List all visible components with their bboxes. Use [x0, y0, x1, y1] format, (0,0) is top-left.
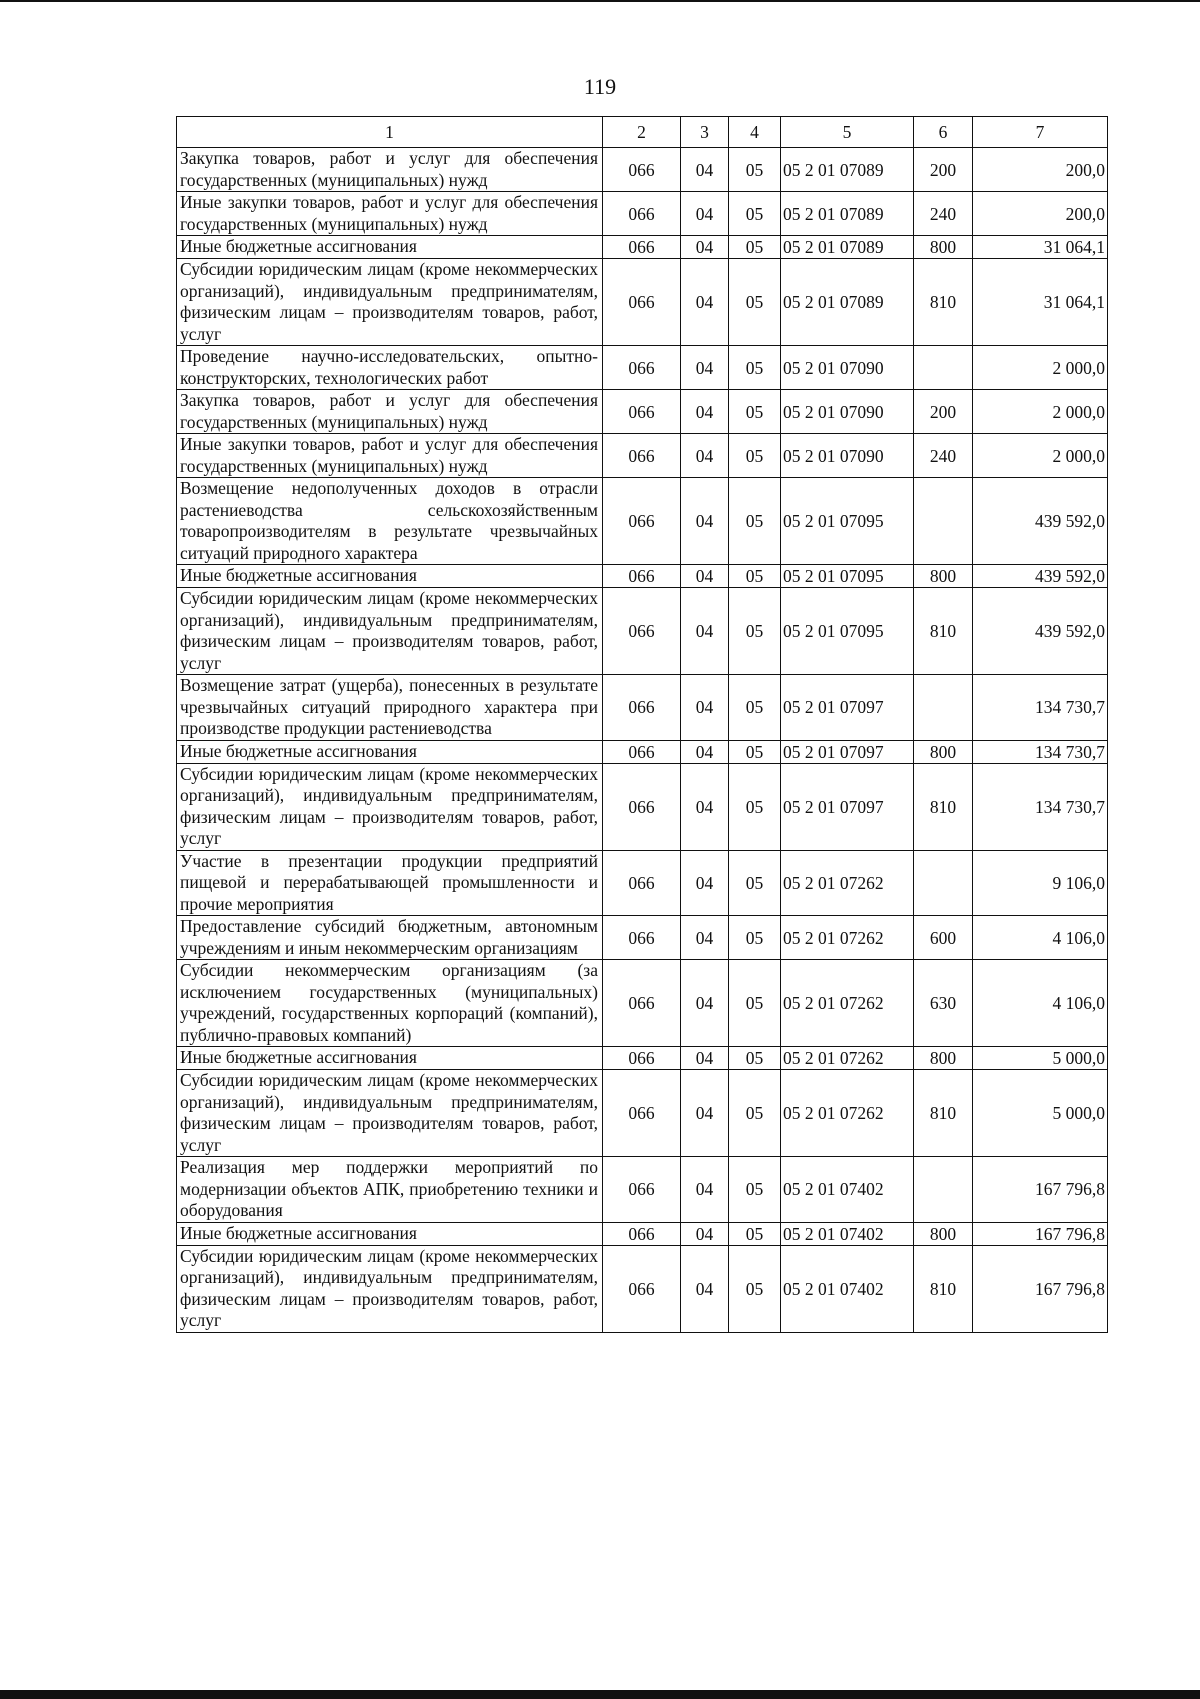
cell-amount: 9 106,0	[973, 850, 1108, 916]
cell-amount: 134 730,7	[973, 675, 1108, 741]
cell-expense-type: 810	[914, 1245, 973, 1332]
bottom-border-line	[0, 1690, 1200, 1699]
table-header	[177, 117, 1108, 148]
cell-section: 04	[681, 259, 729, 346]
cell-ministry-code: 066	[603, 763, 681, 850]
cell-ministry-code: 066	[603, 478, 681, 565]
table-row	[177, 236, 1108, 259]
cell-subsection: 05	[729, 236, 781, 259]
cell-subsection: 05	[729, 148, 781, 192]
cell-amount: 2 000,0	[973, 346, 1108, 390]
row-name: Субсидии юридическим лицам (кроме некоммерческих организаций), индивидуальным предпринимателям, физическим лицам – производителям товаров, работ, услуг	[177, 588, 603, 675]
cell-target-article: 05 2 01 07402	[781, 1245, 914, 1332]
cell-ministry-code: 066	[603, 1070, 681, 1157]
cell-target-article: 05 2 01 07090	[781, 346, 914, 390]
cell-subsection: 05	[729, 434, 781, 478]
cell-ministry-code: 066	[603, 675, 681, 741]
cell-subsection: 05	[729, 1157, 781, 1223]
cell-subsection: 05	[729, 259, 781, 346]
cell-expense-type	[914, 478, 973, 565]
cell-target-article: 05 2 01 07097	[781, 675, 914, 741]
cell-amount: 167 796,8	[973, 1222, 1108, 1245]
cell-section: 04	[681, 916, 729, 960]
row-name: Участие в презентации продукции предприятий пищевой и перерабатывающей промышленности и прочие мероприятия	[177, 850, 603, 916]
page-number: 119	[583, 74, 617, 99]
table-row	[177, 1222, 1108, 1245]
cell-ministry-code: 066	[603, 1157, 681, 1223]
cell-subsection: 05	[729, 1070, 781, 1157]
budget-table	[176, 116, 1108, 1333]
cell-section: 04	[681, 1245, 729, 1332]
cell-ministry-code: 066	[603, 588, 681, 675]
cell-section: 04	[681, 1222, 729, 1245]
cell-expense-type: 810	[914, 1070, 973, 1157]
cell-ministry-code: 066	[603, 960, 681, 1047]
table-row	[177, 763, 1108, 850]
cell-expense-type: 810	[914, 259, 973, 346]
cell-amount: 167 796,8	[973, 1157, 1108, 1223]
cell-target-article: 05 2 01 07095	[781, 565, 914, 588]
cell-expense-type: 240	[914, 192, 973, 236]
row-name: Субсидии некоммерческим организациям (за исключением государственных (муниципальных) учреждений, государственных корпораций (компаний), публично-правовых компаний)	[177, 960, 603, 1047]
cell-target-article: 05 2 01 07097	[781, 763, 914, 850]
table-row	[177, 390, 1108, 434]
table-row	[177, 434, 1108, 478]
cell-expense-type: 200	[914, 148, 973, 192]
row-name: Проведение научно-исследовательских, опытно-конструкторских, технологических работ	[177, 346, 603, 390]
column-header-7: 7	[973, 117, 1108, 148]
cell-amount: 439 592,0	[973, 478, 1108, 565]
cell-subsection: 05	[729, 960, 781, 1047]
row-name: Субсидии юридическим лицам (кроме некоммерческих организаций), индивидуальным предпринимателям, физическим лицам – производителям товаров, работ, услуг	[177, 763, 603, 850]
cell-subsection: 05	[729, 916, 781, 960]
cell-amount: 200,0	[973, 148, 1108, 192]
cell-target-article: 05 2 01 07089	[781, 236, 914, 259]
cell-amount: 31 064,1	[973, 259, 1108, 346]
cell-ministry-code: 066	[603, 390, 681, 434]
cell-section: 04	[681, 763, 729, 850]
column-header-1: 1	[177, 117, 603, 148]
cell-expense-type: 800	[914, 236, 973, 259]
table-row	[177, 916, 1108, 960]
column-header-4: 4	[729, 117, 781, 148]
cell-ministry-code: 066	[603, 148, 681, 192]
column-header-2: 2	[603, 117, 681, 148]
cell-ministry-code: 066	[603, 850, 681, 916]
cell-target-article: 05 2 01 07262	[781, 916, 914, 960]
cell-subsection: 05	[729, 390, 781, 434]
cell-amount: 439 592,0	[973, 588, 1108, 675]
row-name: Иные бюджетные ассигнования	[177, 740, 603, 763]
cell-target-article: 05 2 01 07262	[781, 1047, 914, 1070]
cell-amount: 5 000,0	[973, 1047, 1108, 1070]
cell-expense-type: 810	[914, 763, 973, 850]
cell-ministry-code: 066	[603, 259, 681, 346]
table-row	[177, 740, 1108, 763]
cell-expense-type: 800	[914, 1047, 973, 1070]
cell-subsection: 05	[729, 565, 781, 588]
cell-ministry-code: 066	[603, 565, 681, 588]
row-name: Субсидии юридическим лицам (кроме некоммерческих организаций), индивидуальным предпринимателям, физическим лицам – производителям товаров, работ, услуг	[177, 259, 603, 346]
column-header-6: 6	[914, 117, 973, 148]
column-header-5: 5	[781, 117, 914, 148]
table-row	[177, 1157, 1108, 1223]
table-row	[177, 259, 1108, 346]
cell-ministry-code: 066	[603, 1222, 681, 1245]
row-name: Реализация мер поддержки мероприятий по модернизации объектов АПК, приобретению техники и оборудования	[177, 1157, 603, 1223]
cell-section: 04	[681, 960, 729, 1047]
table-row	[177, 1070, 1108, 1157]
cell-ministry-code: 066	[603, 916, 681, 960]
cell-ministry-code: 066	[603, 434, 681, 478]
cell-expense-type: 240	[914, 434, 973, 478]
cell-subsection: 05	[729, 740, 781, 763]
cell-amount: 439 592,0	[973, 565, 1108, 588]
cell-subsection: 05	[729, 1245, 781, 1332]
cell-expense-type: 800	[914, 565, 973, 588]
cell-section: 04	[681, 434, 729, 478]
table-row	[177, 346, 1108, 390]
cell-expense-type: 800	[914, 1222, 973, 1245]
cell-target-article: 05 2 01 07262	[781, 1070, 914, 1157]
cell-section: 04	[681, 478, 729, 565]
row-name: Возмещение недополученных доходов в отрасли растениеводства сельскохозяйственным товаропроизводителям в результате чрезвычайных ситуаций природного характера	[177, 478, 603, 565]
cell-amount: 2 000,0	[973, 390, 1108, 434]
cell-section: 04	[681, 390, 729, 434]
cell-expense-type: 600	[914, 916, 973, 960]
row-name: Иные бюджетные ассигнования	[177, 1047, 603, 1070]
row-name: Иные бюджетные ассигнования	[177, 565, 603, 588]
cell-target-article: 05 2 01 07262	[781, 960, 914, 1047]
cell-target-article: 05 2 01 07090	[781, 434, 914, 478]
cell-section: 04	[681, 236, 729, 259]
cell-subsection: 05	[729, 1047, 781, 1070]
cell-target-article: 05 2 01 07089	[781, 148, 914, 192]
row-name: Субсидии юридическим лицам (кроме некоммерческих организаций), индивидуальным предпринимателям, физическим лицам – производителям товаров, работ, услуг	[177, 1245, 603, 1332]
row-name: Иные бюджетные ассигнования	[177, 236, 603, 259]
cell-expense-type: 630	[914, 960, 973, 1047]
cell-expense-type	[914, 1157, 973, 1223]
row-name: Предоставление субсидий бюджетным, автономным учреждениям и иным некоммерческим организациям	[177, 916, 603, 960]
table-row	[177, 148, 1108, 192]
table-row	[177, 960, 1108, 1047]
cell-expense-type: 800	[914, 740, 973, 763]
table-row	[177, 1047, 1108, 1070]
cell-ministry-code: 066	[603, 236, 681, 259]
cell-amount: 200,0	[973, 192, 1108, 236]
cell-subsection: 05	[729, 763, 781, 850]
table-row	[177, 192, 1108, 236]
row-name: Возмещение затрат (ущерба), понесенных в результате чрезвычайных ситуаций природного характера при производстве продукции растениеводства	[177, 675, 603, 741]
cell-subsection: 05	[729, 588, 781, 675]
cell-expense-type	[914, 850, 973, 916]
cell-target-article: 05 2 01 07402	[781, 1222, 914, 1245]
cell-target-article: 05 2 01 07095	[781, 588, 914, 675]
row-name: Субсидии юридическим лицам (кроме некоммерческих организаций), индивидуальным предпринимателям, физическим лицам – производителям товаров, работ, услуг	[177, 1070, 603, 1157]
cell-ministry-code: 066	[603, 1047, 681, 1070]
cell-section: 04	[681, 850, 729, 916]
cell-expense-type	[914, 346, 973, 390]
cell-amount: 5 000,0	[973, 1070, 1108, 1157]
cell-section: 04	[681, 740, 729, 763]
cell-section: 04	[681, 588, 729, 675]
cell-section: 04	[681, 148, 729, 192]
table-row	[177, 588, 1108, 675]
table-row	[177, 675, 1108, 741]
cell-amount: 167 796,8	[973, 1245, 1108, 1332]
cell-subsection: 05	[729, 346, 781, 390]
table-row	[177, 478, 1108, 565]
cell-target-article: 05 2 01 07089	[781, 259, 914, 346]
cell-target-article: 05 2 01 07095	[781, 478, 914, 565]
cell-ministry-code: 066	[603, 192, 681, 236]
cell-amount: 134 730,7	[973, 740, 1108, 763]
cell-section: 04	[681, 565, 729, 588]
cell-section: 04	[681, 346, 729, 390]
top-border-line	[0, 0, 1200, 2]
cell-section: 04	[681, 192, 729, 236]
column-header-3: 3	[681, 117, 729, 148]
cell-expense-type	[914, 675, 973, 741]
table-row	[177, 565, 1108, 588]
cell-section: 04	[681, 1070, 729, 1157]
table-row	[177, 850, 1108, 916]
cell-amount: 4 106,0	[973, 916, 1108, 960]
cell-subsection: 05	[729, 192, 781, 236]
row-name: Закупка товаров, работ и услуг для обеспечения государственных (муниципальных) нужд	[177, 390, 603, 434]
cell-expense-type: 810	[914, 588, 973, 675]
cell-ministry-code: 066	[603, 1245, 681, 1332]
cell-target-article: 05 2 01 07402	[781, 1157, 914, 1223]
cell-target-article: 05 2 01 07090	[781, 390, 914, 434]
cell-amount: 134 730,7	[973, 763, 1108, 850]
cell-section: 04	[681, 1157, 729, 1223]
cell-subsection: 05	[729, 675, 781, 741]
cell-section: 04	[681, 1047, 729, 1070]
row-name: Иные закупки товаров, работ и услуг для обеспечения государственных (муниципальных) нужд	[177, 434, 603, 478]
cell-target-article: 05 2 01 07089	[781, 192, 914, 236]
table-body	[177, 148, 1108, 1333]
row-name: Иные бюджетные ассигнования	[177, 1222, 603, 1245]
cell-target-article: 05 2 01 07262	[781, 850, 914, 916]
row-name: Иные закупки товаров, работ и услуг для обеспечения государственных (муниципальных) нужд	[177, 192, 603, 236]
header-row	[177, 117, 1108, 148]
cell-expense-type: 200	[914, 390, 973, 434]
cell-amount: 4 106,0	[973, 960, 1108, 1047]
cell-ministry-code: 066	[603, 346, 681, 390]
cell-section: 04	[681, 675, 729, 741]
table-row	[177, 1245, 1108, 1332]
cell-amount: 2 000,0	[973, 434, 1108, 478]
cell-ministry-code: 066	[603, 740, 681, 763]
cell-subsection: 05	[729, 850, 781, 916]
row-name: Закупка товаров, работ и услуг для обеспечения государственных (муниципальных) нужд	[177, 148, 603, 192]
cell-target-article: 05 2 01 07097	[781, 740, 914, 763]
cell-amount: 31 064,1	[973, 236, 1108, 259]
cell-subsection: 05	[729, 1222, 781, 1245]
cell-subsection: 05	[729, 478, 781, 565]
